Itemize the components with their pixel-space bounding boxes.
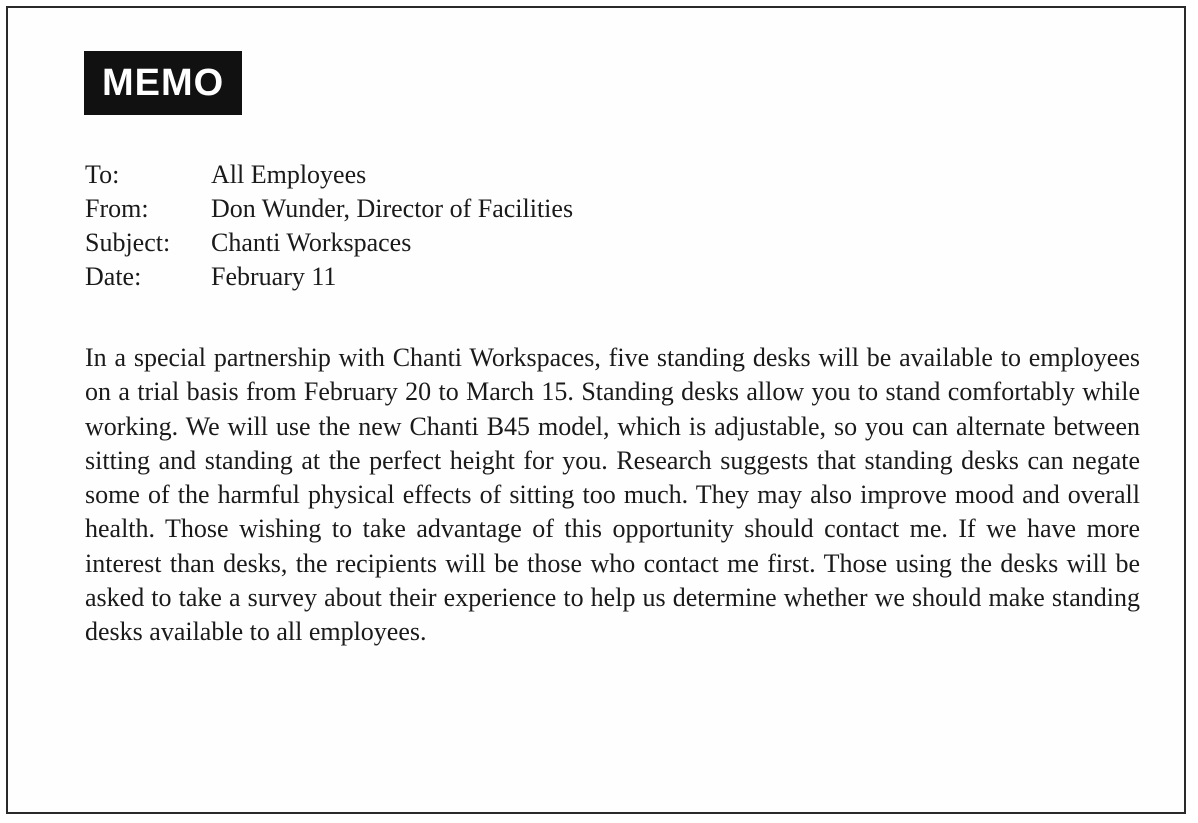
header-label-from: From: — [85, 194, 149, 223]
header-value-from: Don Wunder, Director of Facilities — [211, 194, 574, 223]
memo-document — [6, 6, 1186, 814]
header-value-subject: Chanti Workspaces — [211, 228, 412, 257]
header-row-to — [85, 158, 573, 192]
header-row-date — [85, 260, 573, 294]
header-label-subject: Subject: — [85, 228, 171, 257]
memo-title-badge: MEMO — [84, 51, 242, 115]
memo-body-paragraph: In a special partnership with Chanti Workspaces, five standing desks will be available to employees on a trial basis from February 20 to March 15. Standing desks allow you to stand comfortably while working. We will use the new Chanti B45 model, which is adjustable, so you can alternate between sitting and standing at the perfect height for you. Research suggests that standing desks can negate some of the harmful physical effects of sitting too much. They may also improve mood and overall health. Those wishing to take advantage of this opportunity should contact me. If we have more interest than desks, the recipients will be those who contact me first. Those using the desks will be asked to take a survey about their experience to help us determine whether we should make standing desks available to all employees. — [85, 343, 1140, 647]
header-label-to: To: — [85, 160, 120, 189]
header-value-date: February 11 — [211, 262, 337, 291]
header-value-to: All Employees — [211, 160, 367, 189]
header-row-subject — [85, 226, 573, 260]
header-row-from — [85, 192, 573, 226]
memo-header — [85, 158, 573, 294]
header-label-date: Date: — [85, 262, 142, 291]
